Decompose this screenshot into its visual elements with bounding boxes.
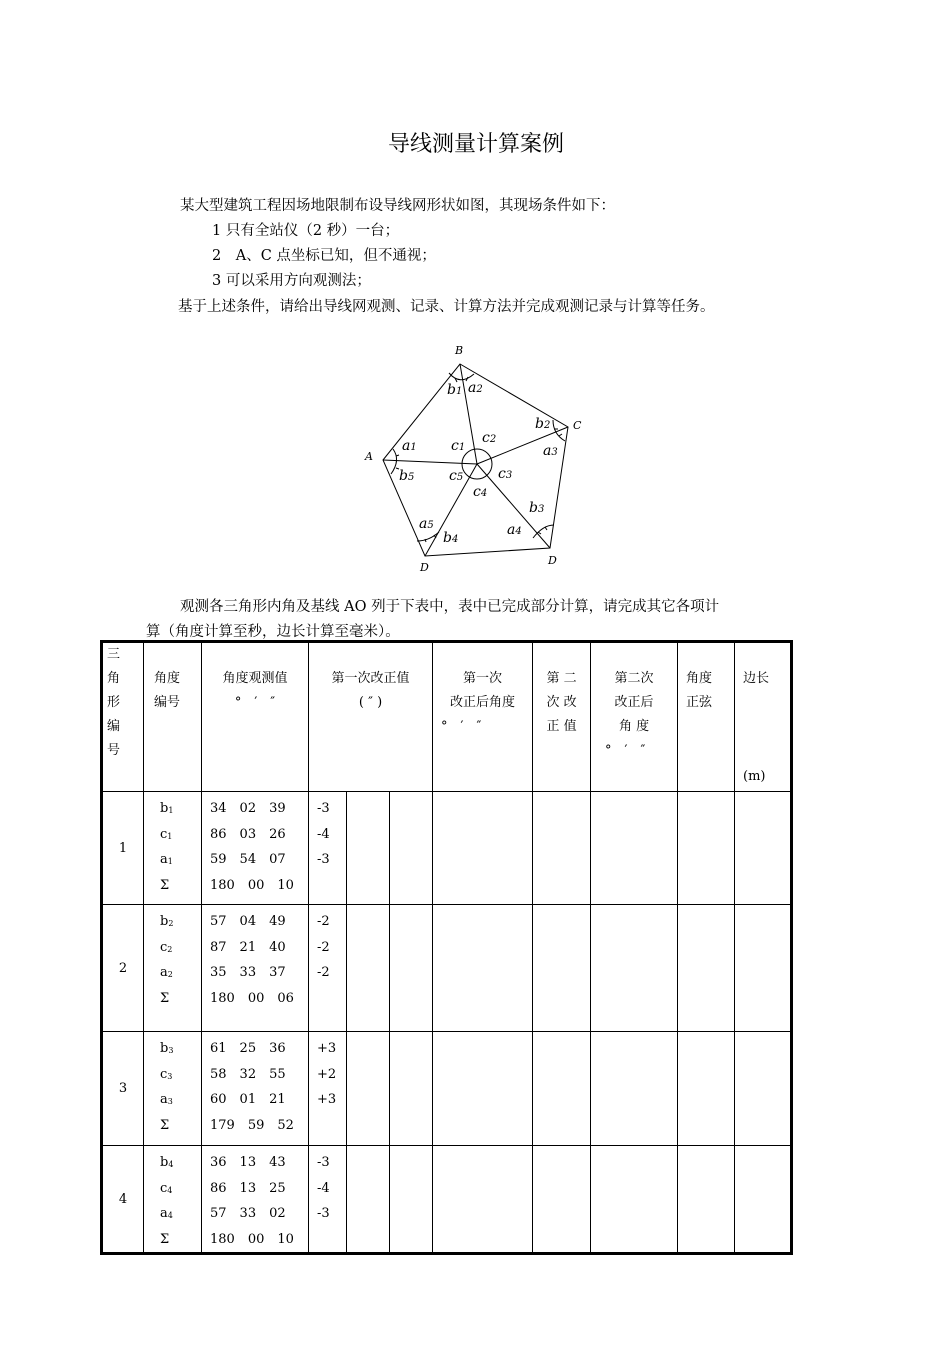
- empty-cell[interactable]: [735, 1146, 792, 1254]
- angle-b2: b2: [535, 416, 551, 432]
- empty-cell[interactable]: [433, 792, 533, 905]
- document-title: 导线测量计算案例: [387, 132, 564, 157]
- empty-cell[interactable]: [390, 1032, 433, 1146]
- empty-cell[interactable]: [390, 905, 433, 1032]
- empty-cell[interactable]: [433, 1146, 533, 1254]
- empty-cell[interactable]: [678, 792, 735, 905]
- angle-b3: b3: [529, 500, 545, 516]
- angle-b5: b5: [399, 468, 415, 484]
- triangle-no: 1: [102, 792, 144, 905]
- header-side-length: 边长 (m): [735, 642, 792, 792]
- angle-ids: $b_3$ $c_3$ $a_3$ Σ: [144, 1032, 202, 1146]
- empty-cell[interactable]: [433, 905, 533, 1032]
- observed-values: 57 04 49 87 21 40 35 33 37 180 00 06: [202, 905, 309, 1032]
- empty-cell[interactable]: [533, 1032, 591, 1146]
- angle-a3: a3: [543, 443, 558, 459]
- angle-a4: a4: [507, 522, 522, 538]
- table-row: [102, 905, 792, 1032]
- table-intro-line2: 算（角度计算至秒，边长计算至毫米）。: [146, 624, 400, 640]
- first-correction-values: -2 -2 -2: [309, 905, 347, 1032]
- angle-b4: b4: [443, 530, 459, 546]
- triangle-no: 4: [102, 1146, 144, 1254]
- header-first-corrected: 第一次 改正后角度 ° ′ ″: [433, 642, 533, 792]
- observed-values: 61 25 36 58 32 55 60 01 21 179 59 52: [202, 1032, 309, 1146]
- intro-text: 某大型建筑工程因场地限制布设导线网形状如图，其现场条件如下：: [180, 198, 615, 214]
- first-correction-values: -3 -4 -3: [309, 792, 347, 905]
- arc-a: [391, 449, 397, 474]
- angle-ids: $b_2$ $c_2$ $a_2$ Σ: [144, 905, 202, 1032]
- angle-c3: c3: [498, 466, 513, 482]
- angle-c2: c2: [482, 430, 497, 446]
- angle-b1: b1: [447, 382, 463, 398]
- calculation-table: [100, 640, 793, 1255]
- label-point-a: A: [365, 450, 373, 463]
- angle-a2: a2: [468, 380, 483, 396]
- traverse-network-diagram: [355, 340, 595, 580]
- table-row: [102, 1146, 792, 1254]
- empty-cell[interactable]: [678, 1032, 735, 1146]
- table-row: [102, 792, 792, 905]
- empty-cell[interactable]: [390, 1146, 433, 1254]
- empty-cell[interactable]: [678, 1146, 735, 1254]
- angle-c1: c1: [451, 438, 466, 454]
- header-observed: 角度观测值 ° ′ ″: [202, 642, 309, 792]
- triangle-no: 2: [102, 905, 144, 1032]
- header-second-corrected: 第二次 改正后 角 度 ° ′ ″: [591, 642, 678, 792]
- empty-cell[interactable]: [735, 1032, 792, 1146]
- empty-cell[interactable]: [533, 792, 591, 905]
- empty-cell[interactable]: [591, 792, 678, 905]
- header-row: [102, 642, 792, 792]
- task-text: 基于上述条件，请给出导线网观测、记录、计算方法并完成观测记录与计算等任务。: [178, 299, 715, 315]
- empty-cell[interactable]: [433, 1032, 533, 1146]
- header-first-correction: 第一次改正值 ( ″ ): [309, 642, 433, 792]
- angle-c4: c4: [473, 484, 488, 500]
- table-intro-line1: 观测各三角形内角及基线 AO 列于下表中，表中已完成部分计算，请完成其它各项计: [180, 599, 720, 615]
- condition-2: 2 A、C 点坐标已知，但不通视；: [212, 248, 436, 264]
- header-sine: 角度 正弦: [678, 642, 735, 792]
- angle-a1: a1: [402, 438, 417, 454]
- angle-a5: a5: [419, 516, 434, 532]
- header-second-correction: 第 二 次 改 正 值: [533, 642, 591, 792]
- empty-cell[interactable]: [347, 792, 390, 905]
- empty-cell[interactable]: [735, 905, 792, 1032]
- empty-cell[interactable]: [347, 905, 390, 1032]
- empty-cell[interactable]: [533, 1146, 591, 1254]
- condition-3: 3 可以采用方向观测法；: [212, 273, 371, 289]
- empty-cell[interactable]: [533, 905, 591, 1032]
- header-triangle-no: 三 角 形 编 号: [102, 642, 144, 792]
- angle-ids: $b_1$ $c_1$ $a_1$ Σ: [144, 792, 202, 905]
- empty-cell[interactable]: [347, 1146, 390, 1254]
- label-point-c: C: [573, 419, 582, 432]
- condition-1: 1 只有全站仪（2 秒）一台；: [212, 223, 400, 239]
- empty-cell[interactable]: [678, 905, 735, 1032]
- first-correction-values: -3 -4 -3: [309, 1146, 347, 1254]
- empty-cell[interactable]: [347, 1032, 390, 1146]
- label-point-d-left: D: [420, 561, 429, 574]
- observed-values: 36 13 43 86 13 25 57 33 02 180 00 10: [202, 1146, 309, 1254]
- header-angle-id: 角度 编号: [144, 642, 202, 792]
- empty-cell[interactable]: [591, 905, 678, 1032]
- empty-cell[interactable]: [390, 792, 433, 905]
- empty-cell[interactable]: [735, 792, 792, 905]
- label-point-b: B: [455, 344, 464, 357]
- observed-values: 34 02 39 86 03 26 59 54 07 180 00 10: [202, 792, 309, 905]
- triangle-no: 3: [102, 1032, 144, 1146]
- angle-c5: c5: [449, 468, 464, 484]
- first-correction-values: +3 +2 +3: [309, 1032, 347, 1146]
- empty-cell[interactable]: [591, 1146, 678, 1254]
- table-row: [102, 1032, 792, 1146]
- empty-cell[interactable]: [591, 1032, 678, 1146]
- label-point-d-right: D: [548, 554, 557, 567]
- angle-ids: $b_4$ $c_4$ $a_4$ Σ: [144, 1146, 202, 1254]
